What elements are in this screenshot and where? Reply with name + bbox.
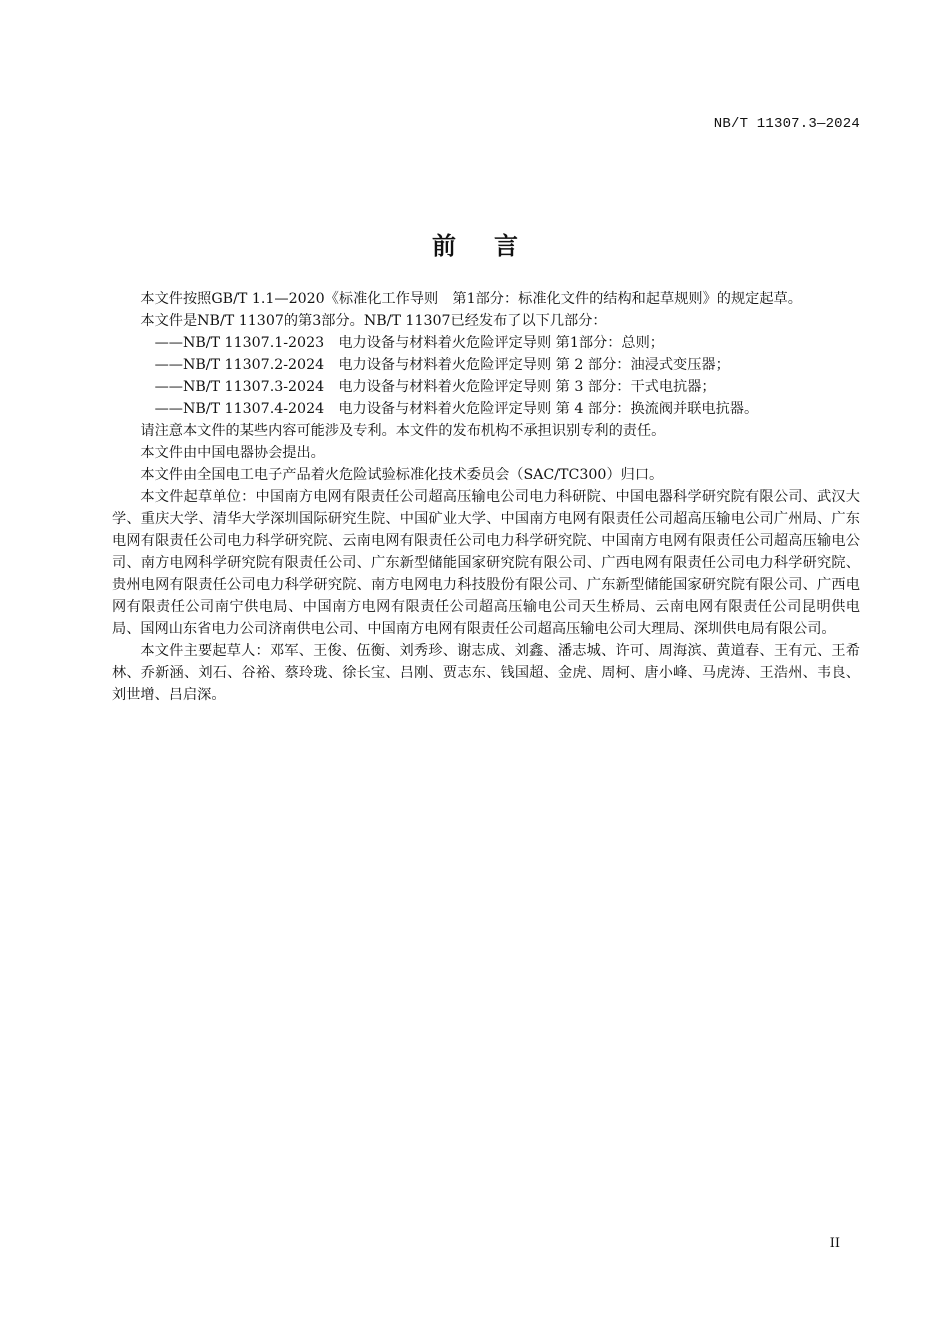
list-item-part-2: ——NB/T 11307.2-2024 电力设备与材料着火危险评定导则 第 2 部分：油浸式变压器； (154, 357, 730, 373)
document-code-header: NB/T 11307.3—2024 (713, 116, 860, 132)
paragraph-drafting-rules: 本文件按照GB/T 1.1—2020《标准化工作导则 第1部分：标准化文件的结构和起草规则》的规定起草。 (140, 291, 802, 307)
paragraph-patent-notice: 请注意本文件的某些内容可能涉及专利。本文件的发布机构不承担识别专利的责任。 (140, 423, 666, 439)
paragraph-proposer: 本文件由中国电器协会提出。 (140, 445, 325, 461)
paragraph-part-intro: 本文件是NB/T 11307的第3部分。NB/T 11307已经发布了以下几部分： (140, 313, 607, 329)
list-item-part-4: ——NB/T 11307.4-2024 电力设备与材料着火危险评定导则 第 4 部分：换流阀并联电抗器。 (154, 401, 759, 417)
document-body (112, 288, 860, 706)
list-item-part-1: ——NB/T 11307.1-2023 电力设备与材料着火危险评定导则 第1部分：总则； (154, 335, 664, 351)
paragraph-drafters: 本文件主要起草人：邓军、王俊、伍衡、刘秀珍、谢志成、刘鑫、潘志城、许可、周海滨、黄道春、王有元、王希林、乔新涵、刘石、谷裕、蔡玲珑、徐长宝、吕刚、贾志东、钱国超、金虎、周柯、唐小峰、马虎涛、王浩州、韦良、刘世增、吕启深。 (112, 643, 860, 703)
page-title: 前言 (432, 232, 556, 260)
page-number: II (829, 1236, 840, 1251)
list-item-part-3: ——NB/T 11307.3-2024 电力设备与材料着火危险评定导则 第 3 部分：干式电抗器； (154, 379, 716, 395)
paragraph-drafting-units: 本文件起草单位：中国南方电网有限责任公司超高压输电公司电力科研院、中国电器科学研究院有限公司、武汉大学、重庆大学、清华大学深圳国际研究生院、中国矿业大学、中国南方电网有限责任公司超高压输电公司广州局、广东电网有限责任公司电力科学研究院、云南电网有限责任公司电力科学研究院、中国南方电网有限责任公司超高压输电公司、南方电网科学研究院有限责任公司、广东新型储能国家研究院有限公司、广西电网有限责任公司电力科学研究院、贵州电网有限责任公司电力科学研究院、南方电网电力科技股份有限公司、广东新型储能国家研究院有限公司、广西电网有限责任公司南宁供电局、中国南方电网有限责任公司超高压输电公司天生桥局、云南电网有限责任公司昆明供电局、国网山东省电力公司济南供电公司、中国南方电网有限责任公司超高压输电公司大理局、深圳供电局有限公司。 (112, 489, 860, 637)
paragraph-committee: 本文件由全国电工电子产品着火危险试验标准化技术委员会（SAC/TC300）归口。 (140, 467, 664, 483)
